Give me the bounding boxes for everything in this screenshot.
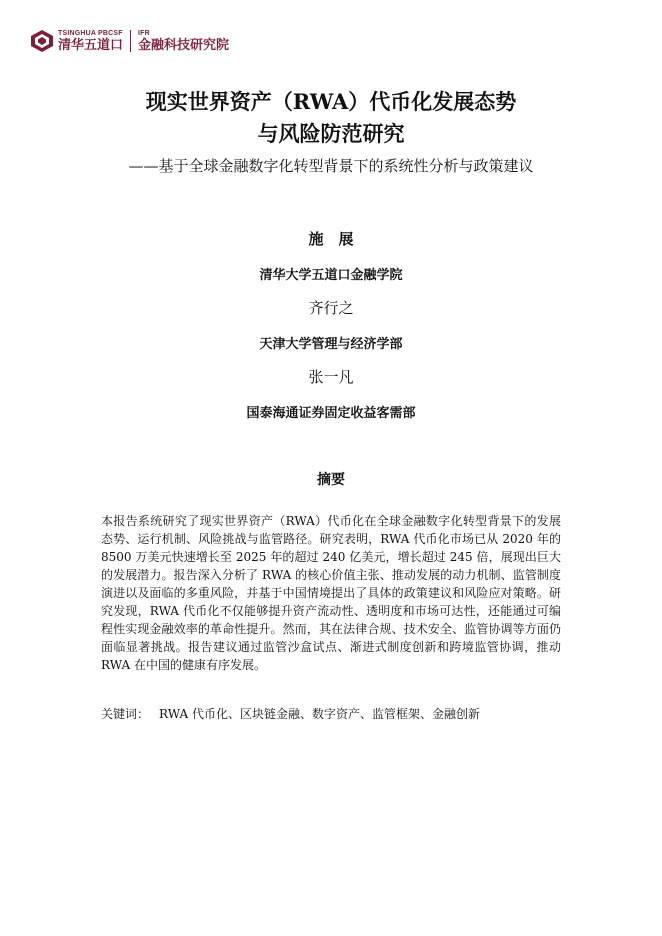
author-1-affiliation: 清华大学五道口金融学院 (259, 268, 403, 283)
author-2-name: 齐行之 (308, 299, 354, 317)
logo-english-text: TSINGHUA PBCSF (58, 30, 123, 37)
author-1-name: 施 展 (308, 230, 354, 248)
author-2-affiliation: 天津大学管理与经济学部 (259, 337, 403, 352)
author-3-affiliation: 国泰海通证券固定收益客需部 (246, 406, 416, 421)
logo-chinese-text: 清华五道口 (58, 38, 124, 53)
keywords-line (101, 705, 561, 723)
abstract-heading: 摘要 (317, 472, 345, 488)
keywords-label: 关键词： (101, 707, 150, 721)
keywords-text: RWA 代币化、区块链金融、数字资产、监管框架、金融创新 (159, 707, 481, 721)
abstract-body: 本报告系统研究了现实世界资产（RWA）代币化在全球金融数字化转型背景下的发展态势、运行机制、风险挑战与监管路径。研究表明，RWA 代币化市场已从 2020 年的 8500 万美元快速增长至 2025 年的超过 240 亿美元，增长超过 245 倍，展现出巨大的发展潜力。报告深入分析了 RWA 的核心价值主张、推动发展的动力机制、监管制度演进以及面临的多重风险，并基于中国情境提出了具体的政策建议和风险应对策略。研究发现，RWA 代币化不仅能够提升资产流动性、透明度和市场可达性，还能通过可编程性实现金融效率的革命性提升。然而，其在法律合规、技术安全、监管协调等方面仍面临显著挑战。报告建议通过监管沙盒试点、渐进式制度创新和跨境监管协调，推动 RWA 在中国的健康有序发展。 (101, 514, 561, 672)
institute-chinese-text: 金融科技研究院 (138, 38, 230, 53)
title-line-2: 与风险防范研究 (257, 121, 405, 146)
subtitle: ——基于全球金融数字化转型背景下的系统性分析与政策建议 (128, 157, 534, 175)
title-line-1: 现实世界资产（RWA）代币化发展态势 (145, 89, 517, 114)
logo-divider (130, 30, 131, 52)
institute-english-text: IFR (138, 30, 150, 37)
tsinghua-logo-icon (30, 29, 54, 53)
header-logo (30, 26, 229, 56)
author-3-name: 张一凡 (308, 368, 354, 386)
